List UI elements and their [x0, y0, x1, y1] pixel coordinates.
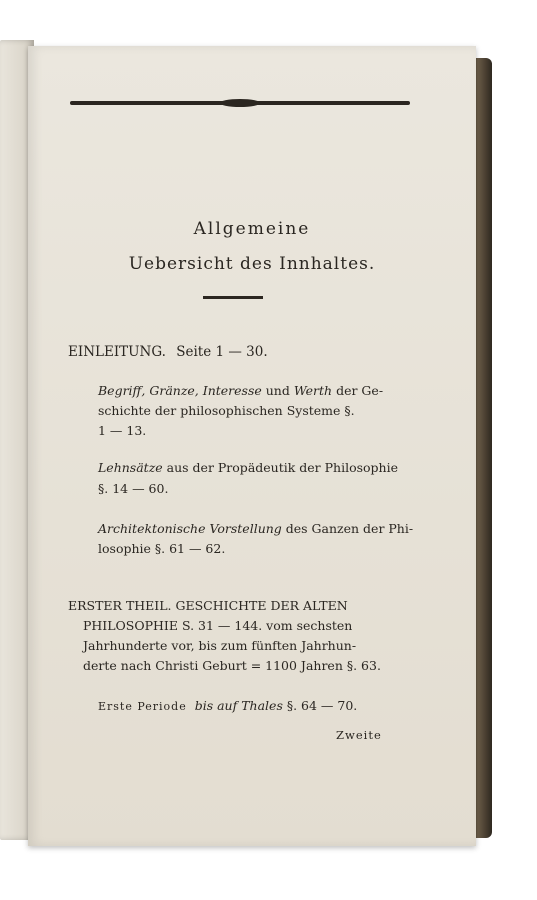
einleitung-label: EINLEITUNG.: [68, 344, 166, 360]
einleitung-heading: [68, 344, 268, 360]
toc-item-architektonische-line1: Architektonische Vorstellung des Ganzen der Phi-: [98, 521, 414, 536]
page-title-line2: Uebersicht des Innhaltes.: [128, 254, 376, 274]
toc-item-begriff-line1: Begriff, Gränze, Interesse und Werth der Ge-: [98, 383, 384, 398]
erste-periode-line: Erste Periode bis auf Thales §. 64 — 70.: [98, 698, 358, 713]
toc-item-architektonische-line2: losophie §. 61 — 62.: [98, 541, 226, 556]
catchword: Zweite: [336, 728, 382, 742]
toc-item-begriff-line2: schichte der philosophischen Systeme §.: [98, 403, 355, 418]
book-page: [28, 46, 476, 846]
toc-item-lehnsaetze-line2: §. 14 — 60.: [98, 481, 169, 496]
top-ornamental-rule: [70, 101, 410, 105]
erster-theil-line1: ERSTER THEIL. GESCHICHTE DER ALTEN: [68, 598, 348, 613]
einleitung-pages: Seite 1 — 30.: [176, 344, 268, 360]
toc-item-lehnsaetze-line1: Lehnsätze aus der Propädeutik der Philosophie: [98, 460, 399, 475]
erster-theil-line2: PHILOSOPHIE S. 31 — 144. vom sechsten: [83, 618, 353, 633]
erster-theil-line4: derte nach Christi Geburt = 1100 Jahren §. 63.: [83, 658, 381, 673]
erster-theil-line3: Jahrhunderte vor, bis zum fünften Jahrhun-: [83, 638, 357, 653]
title-divider: [203, 296, 263, 299]
page-title-line1: Allgemeine: [193, 219, 311, 239]
toc-item-begriff-line3: 1 — 13.: [98, 423, 147, 438]
